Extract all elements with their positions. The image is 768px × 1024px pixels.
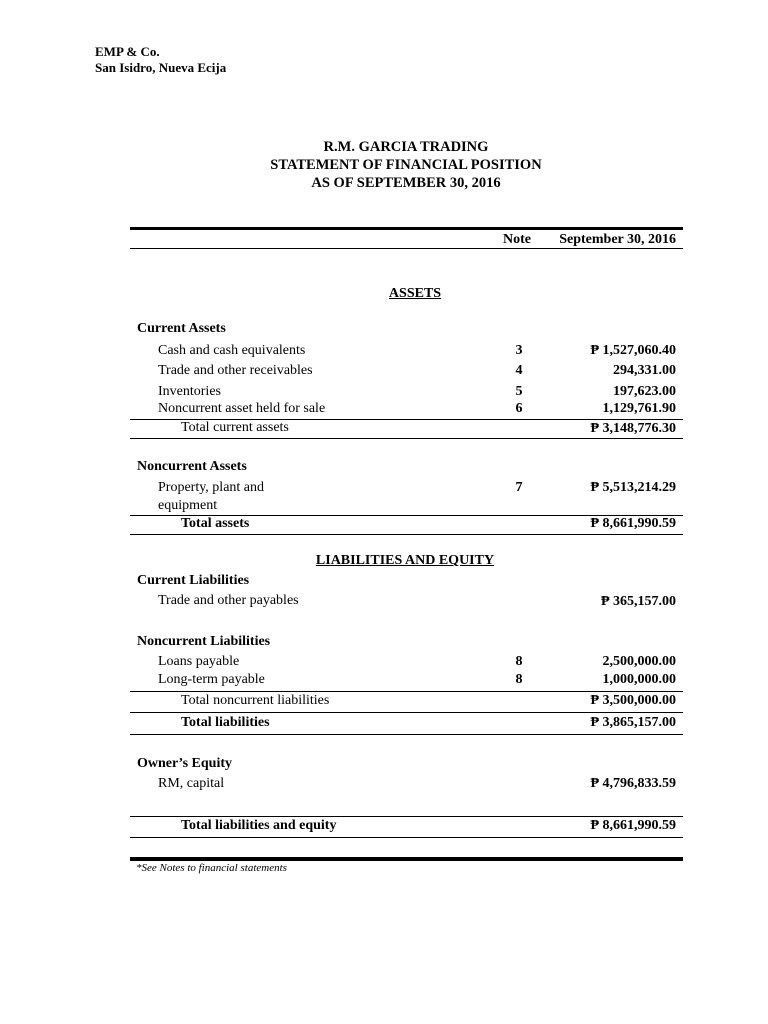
line-item-label: Inventories	[158, 384, 221, 399]
noncurrent-assets-label: Noncurrent Assets	[137, 459, 247, 474]
assets-heading: ASSETS	[388, 286, 442, 301]
line-item-label: Noncurrent asset held for sale	[158, 401, 326, 416]
line-item-note: 4	[515, 363, 523, 378]
subtotal-rule	[130, 712, 683, 713]
note-column-header: Note	[503, 232, 531, 247]
line-item-note: 5	[515, 384, 523, 399]
line-item-label: Loans payable	[158, 654, 240, 669]
total-assets-label: Total assets	[181, 516, 250, 531]
line-item-amount: 1,000,000.00	[602, 672, 676, 687]
line-item-amount: ₱ 365,157.00	[600, 594, 676, 609]
line-item-note: 3	[515, 343, 523, 358]
total-liabilities-label: Total liabilities	[181, 715, 270, 730]
company-name: R.M. GARCIA TRADING	[323, 139, 489, 155]
line-item-label: RM, capital	[158, 776, 225, 791]
total-current-assets-amount: ₱ 3,148,776.30	[590, 421, 676, 436]
total-liabilities-equity-amount: ₱ 8,661,990.59	[590, 818, 676, 833]
total-rule	[130, 534, 683, 535]
liabilities-equity-heading: LIABILITIES AND EQUITY	[315, 553, 495, 568]
line-item-amount: ₱ 5,513,214.29	[590, 480, 676, 495]
line-item-label: Long-term payable	[158, 672, 265, 687]
line-item-amount: 1,129,761.90	[602, 401, 676, 416]
line-item-note: 8	[515, 672, 523, 687]
line-item-amount: 197,623.00	[613, 384, 676, 399]
total-assets-amount: ₱ 8,661,990.59	[590, 516, 676, 531]
top-rule	[130, 227, 683, 230]
footnote: *See Notes to financial statements	[136, 862, 287, 874]
grand-total-rule	[130, 816, 683, 817]
statement-title: STATEMENT OF FINANCIAL POSITION	[270, 157, 542, 173]
line-item-label: Trade and other payables	[158, 593, 299, 608]
owners-equity-label: Owner’s Equity	[137, 756, 233, 771]
subtotal-rule	[130, 438, 683, 439]
total-noncurrent-liabilities-amount: ₱ 3,500,000.00	[590, 693, 676, 708]
line-item-label-continued: equipment	[158, 498, 218, 513]
total-liabilities-equity-label: Total liabilities and equity	[181, 818, 337, 833]
period-column-header: September 30, 2016	[559, 232, 676, 247]
line-item-label: Property, plant and	[158, 480, 265, 495]
line-item-label: Trade and other receivables	[158, 363, 313, 378]
line-item-label: Cash and cash equivalents	[158, 343, 306, 358]
bottom-rule	[130, 857, 683, 861]
noncurrent-liabilities-label: Noncurrent Liabilities	[137, 634, 271, 649]
grand-total-rule	[130, 837, 683, 838]
current-assets-label: Current Assets	[137, 321, 226, 336]
line-item-note: 7	[515, 480, 523, 495]
statement-date: AS OF SEPTEMBER 30, 2016	[311, 175, 501, 191]
line-item-amount: 2,500,000.00	[602, 654, 676, 669]
current-liabilities-label: Current Liabilities	[137, 573, 250, 588]
firm-name: EMP & Co.	[95, 44, 160, 59]
line-item-note: 6	[515, 401, 523, 416]
line-item-amount: 294,331.00	[613, 363, 676, 378]
line-item-amount: ₱ 4,796,833.59	[590, 776, 676, 791]
header-rule	[130, 248, 683, 249]
total-current-assets-label: Total current assets	[181, 420, 289, 435]
total-rule	[130, 734, 683, 735]
total-noncurrent-liabilities-label: Total noncurrent liabilities	[181, 693, 330, 708]
firm-address: San Isidro, Nueva Ecija	[95, 60, 227, 75]
subtotal-rule	[130, 691, 683, 692]
line-item-note: 8	[515, 654, 523, 669]
total-liabilities-amount: ₱ 3,865,157.00	[590, 715, 676, 730]
line-item-amount: ₱ 1,527,060.40	[590, 343, 676, 358]
